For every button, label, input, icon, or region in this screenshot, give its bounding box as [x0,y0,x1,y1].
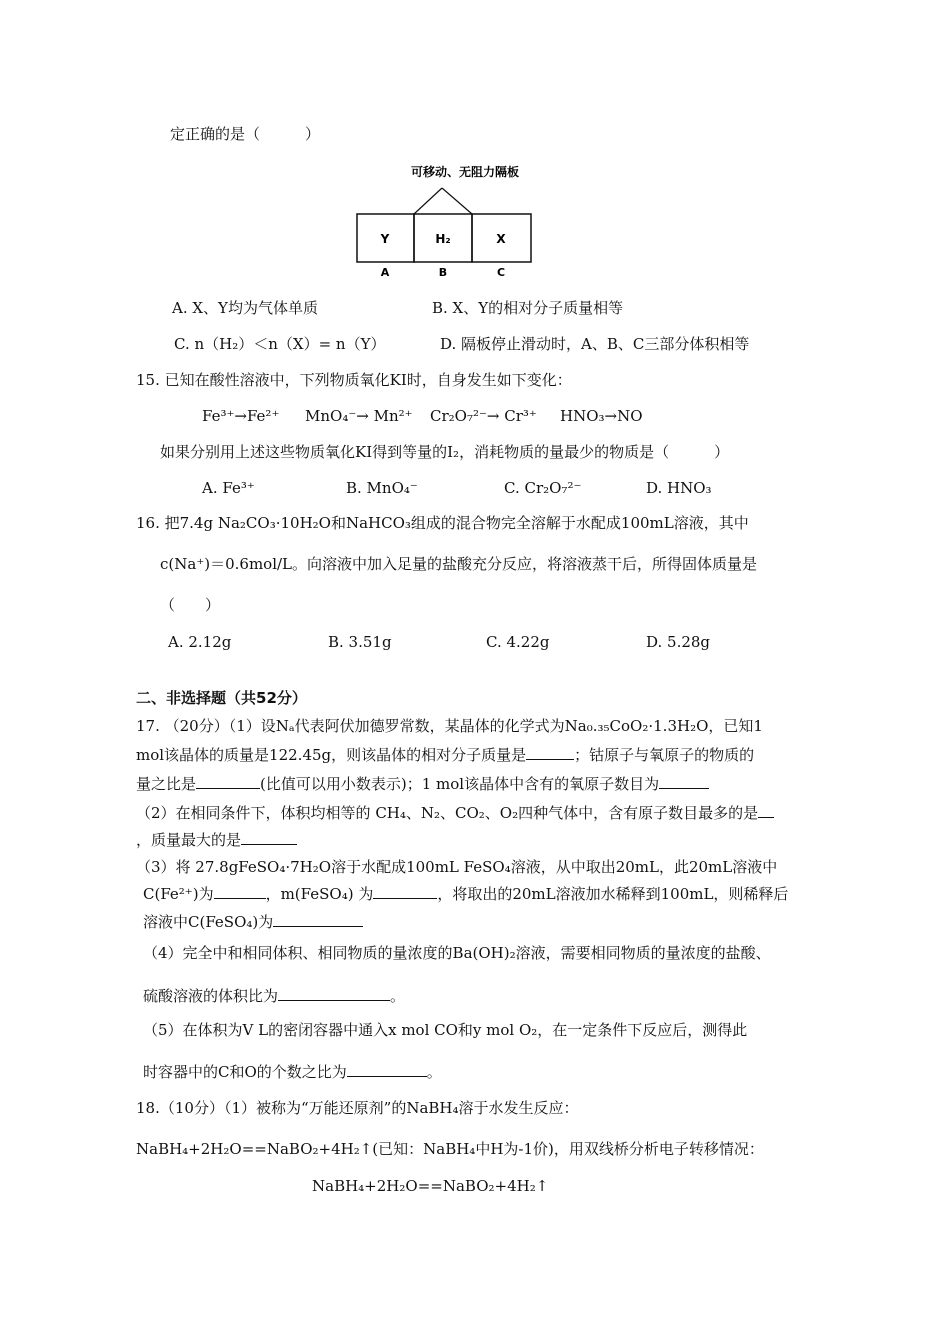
q17-line-4 [136,803,774,823]
q15-option-a: A. Fe³⁺ [202,479,255,497]
position-a-label: A [380,266,390,279]
q17-line-5-text: ，质量最大的是 [136,831,242,849]
q15-change-1: Fe³⁺→Fe²⁺ [202,407,280,425]
q18-line-2: NaBH₄+2H₂O==NaBO₂+4H₂↑(已知：NaBH₄中H为-1价)，用双线桥分析电子转移情况： [136,1140,764,1158]
q14-option-c: C. n（H₂）＜n（X）= n（Y） [174,335,386,353]
q16-option-a: A. 2.12g [168,633,232,651]
answer-blank-o-atoms[interactable] [659,774,709,789]
answer-blank-co-o-ratio[interactable] [196,774,260,789]
q17-line-7b: ，m(FeSO₄) 为 [265,885,374,903]
q17-line-10a: 硫酸溶液的体积比为 [143,987,279,1005]
q15-stem: 15. 已知在酸性溶液中，下列物质氧化KI时，自身发生如下变化： [136,371,572,389]
q14-partition-diagram [350,160,550,280]
q17-line-8 [143,912,363,932]
q17-line-7 [143,884,788,904]
q17-line-3 [136,774,709,794]
q17-line-2 [136,745,754,765]
q18-line-1: 18.（10分）（1）被称为“万能还原剂”的NaBH₄溶于水发生反应： [136,1099,579,1117]
q17-line-7c: ，将取出的20mL溶液加水稀释到100mL，则稀释后 [437,885,789,903]
q17-line-8-text: 溶液中C(FeSO₄)为 [143,913,274,931]
position-c-label: C [496,266,506,279]
q15-change-2: MnO₄⁻→ Mn²⁺ [305,407,413,425]
q17-line-5 [136,830,297,850]
q17-line-11: （5）在体积为V L的密闭容器中通入x mol CO和y mol O₂，在一定条件下反应后，测得此 [143,1021,748,1039]
q16-option-c: C. 4.22g [486,633,550,651]
q17-line-2b: ；钴原子与氧原子的物质的 [574,746,755,764]
q16-line-3: （ ） [160,596,221,614]
q15-option-b: B. MnO₄⁻ [346,479,418,497]
q14-option-d: D. 隔板停止滑动时，A、B、C三部分体积相等 [440,335,750,353]
q17-line-3a: 量之比是 [136,775,197,793]
q17-line-12a: 时容器中的C和O的个数之比为 [143,1063,347,1081]
q15-question: 如果分别用上述这些物质氧化KI得到等量的I₂，消耗物质的量最少的物质是（ ） [160,443,730,461]
box-c-label: X [496,232,506,246]
box-b-label: H₂ [435,232,451,246]
q17-line-3b: (比值可以用小数表示)；1 mol该晶体中含有的氧原子数目为 [260,775,660,793]
q16-line-2: c(Na⁺)＝0.6mol/L。向溶液中加入足量的盐酸充分反应，将溶液蒸干后，所得固体质量是 [160,555,758,573]
q17-line-10 [143,986,405,1006]
q16-option-b: B. 3.51g [328,633,392,651]
q15-change-3: Cr₂O₇²⁻→ Cr³⁺ [430,407,537,425]
q17-line-12 [143,1062,442,1082]
partition-arrow-right [442,188,472,214]
answer-blank-c-o-ratio[interactable] [347,1062,427,1077]
q15-option-c: C. Cr₂O₇²⁻ [504,479,582,497]
q14-option-a: A. X、Y均为气体单质 [172,299,318,317]
q14-option-b: B. X、Y的相对分子质量相等 [432,299,624,317]
q16-option-d: D. 5.28g [646,633,711,651]
q17-line-4-text: （2）在相同条件下，体积均相等的 CH₄、N₂、CO₂、O₂四种气体中，含有原子数目最多的是 [136,804,759,822]
q15-option-d: D. HNO₃ [646,479,712,497]
answer-blank-diluted-conc[interactable] [273,912,363,927]
q17-line-9: （4）完全中和相同体积、相同物质的量浓度的Ba(OH)₂溶液，需要相同物质的量浓度的盐酸、 [143,944,771,962]
answer-blank-fe-conc[interactable] [214,884,266,899]
q17-line-10b: 。 [390,987,406,1005]
q16-line-1: 16. 把7.4g Na₂CO₃·10H₂O和NaHCO₃组成的混合物完全溶解于水配成100mL溶液，其中 [136,514,749,532]
answer-blank-feso4-mass[interactable] [373,884,437,899]
q14-stem-tail: 定正确的是（ ） [170,125,321,143]
q18-equation: NaBH₄+2H₂O==NaBO₂+4H₂↑ [312,1177,549,1195]
q17-line-6: （3）将 27.8gFeSO₄·7H₂O溶于水配成100mL FeSO₄溶液，从中取出20mL，此20mL溶液中 [136,858,778,876]
position-b-label: B [438,266,448,279]
q17-line-12b: 。 [426,1063,442,1081]
answer-blank-most-atoms[interactable] [758,803,774,818]
answer-blank-max-mass[interactable] [241,830,297,845]
q17-line-7a: C(Fe²⁺)为 [143,885,214,903]
answer-blank-volume-ratio[interactable] [278,986,390,1001]
section-heading: 二、非选择题（共52分） [136,689,307,707]
q15-change-4: HNO₃→NO [560,407,643,425]
box-a-label: Y [380,232,390,246]
answer-blank-molar-mass[interactable] [526,745,574,760]
q17-line-2a: mol该晶体的质量是122.45g，则该晶体的相对分子质量是 [136,746,527,764]
q17-line-1: 17. （20分）（1）设Nₐ代表阿伏加德罗常数，某晶体的化学式为Na₀.₃₅CoO₂·1.3H₂O，已知1 [136,717,763,735]
diagram-caption: 可移动、无阻力隔板 [410,165,520,179]
partition-arrow-left [414,188,442,214]
